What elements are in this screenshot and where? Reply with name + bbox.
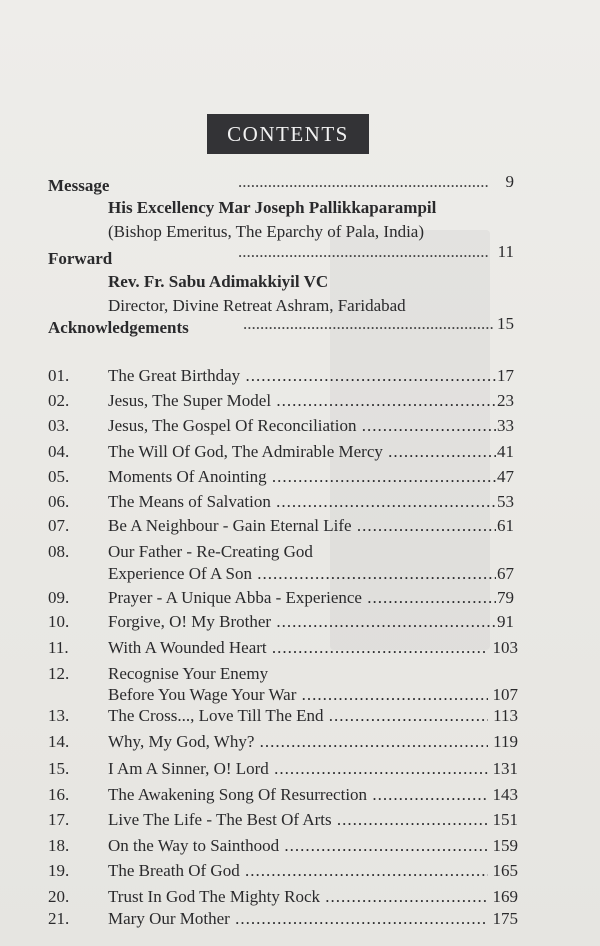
chapter-entry	[108, 514, 496, 538]
forward-author-role: Director, Divine Retreat Ashram, Faridabad	[108, 296, 406, 315]
chapter-page: 23	[497, 391, 514, 410]
chapter-title: The Breath Of God	[108, 861, 240, 880]
chapter-page: 91	[497, 612, 514, 631]
chapter-page: 151	[492, 810, 518, 829]
acknowledgements-page: 15	[497, 314, 514, 333]
chapter-number: 13.	[48, 706, 70, 725]
dot-leader	[324, 706, 489, 725]
dot-leader	[367, 785, 488, 804]
chapter-page: 175	[492, 909, 518, 928]
chapter-entry	[108, 490, 496, 514]
chapter-title: The Awakening Song Of Resurrection	[108, 785, 368, 804]
chapter-number: 05.	[48, 467, 70, 486]
chapter-entry	[108, 859, 488, 883]
chapter-entry	[108, 885, 488, 909]
chapter-title: Our Father - Re-Creating God	[108, 542, 313, 561]
chapter-number: 03.	[48, 416, 70, 435]
chapter-number: 20.	[48, 887, 70, 906]
chapter-title: Trust In God The Mighty Rock	[108, 887, 321, 906]
chapter-entry	[108, 907, 488, 931]
dot-leader	[352, 516, 496, 535]
dot-leader	[279, 836, 488, 855]
chapter-entry	[108, 730, 488, 754]
chapter-title: Live The Life - The Best Of Arts	[108, 810, 332, 829]
chapter-number: 07.	[48, 516, 70, 535]
chapter-number: 01.	[48, 366, 70, 385]
message-page: 9	[505, 172, 514, 191]
chapter-title: The Means of Salvation	[108, 492, 271, 511]
chapter-title: The Great Birthday	[108, 366, 241, 385]
message-author: His Excellency Mar Joseph Pallikkaparampil	[108, 198, 437, 217]
chapter-title: I Am A Sinner, O! Lord	[108, 759, 269, 778]
chapter-title: Be A Neighbour - Gain Eternal Life	[108, 516, 352, 535]
chapter-number: 06.	[48, 492, 70, 511]
chapter-entry	[108, 610, 496, 634]
chapter-page: 143	[492, 785, 518, 804]
chapter-page: 47	[497, 467, 514, 486]
chapter-number: 12.	[48, 664, 70, 683]
chapter-page: 33	[497, 416, 514, 435]
chapter-entry	[108, 562, 496, 586]
chapter-entry	[108, 414, 496, 438]
dot-leader	[357, 416, 496, 435]
chapter-entry	[108, 465, 496, 489]
dot-leader	[267, 638, 488, 657]
chapter-number: 18.	[48, 836, 70, 855]
chapter-number: 09.	[48, 588, 70, 607]
dot-leader	[320, 887, 488, 906]
chapter-entry	[108, 757, 488, 781]
acknowledgements-dots: ...........................................................	[243, 314, 494, 333]
chapter-title: Jesus, The Super Model	[108, 391, 272, 410]
chapter-entry	[108, 783, 488, 807]
chapter-title-continued: Before You Wage Your War	[108, 685, 297, 704]
message-label: Message	[48, 176, 110, 195]
chapter-page: 169	[492, 887, 518, 906]
dot-leader	[240, 366, 496, 385]
chapter-title-continued: Experience Of A Son	[108, 564, 252, 583]
chapter-entry	[108, 808, 488, 832]
chapter-page: 119	[493, 732, 518, 751]
dot-leader	[252, 564, 496, 583]
message-author-role: (Bishop Emeritus, The Eparchy of Pala, India)	[108, 222, 424, 241]
chapter-title: Recognise Your Enemy	[108, 664, 269, 683]
chapter-title: With A Wounded Heart	[108, 638, 267, 657]
chapter-number: 11.	[48, 638, 69, 657]
chapter-page: 103	[492, 638, 518, 657]
chapter-entry	[108, 704, 488, 728]
chapter-page: 159	[492, 836, 518, 855]
chapter-page: 165	[492, 861, 518, 880]
chapter-entry	[108, 834, 488, 858]
chapter-page: 107	[492, 685, 518, 704]
message-dots: ...........................................................	[238, 172, 489, 191]
chapter-number: 10.	[48, 612, 70, 631]
chapter-number: 21.	[48, 909, 70, 928]
forward-label: Forward	[48, 249, 113, 268]
chapter-page: 53	[497, 492, 514, 511]
chapter-page: 79	[497, 588, 514, 607]
dot-leader	[296, 685, 488, 704]
chapter-title: Prayer - A Unique Abba - Experience	[108, 588, 362, 607]
chapter-number: 08.	[48, 542, 70, 561]
forward-author: Rev. Fr. Sabu Adimakkiyil VC	[108, 272, 329, 291]
chapter-number: 04.	[48, 442, 70, 461]
chapter-title: Jesus, The Gospel Of Reconciliation	[108, 416, 357, 435]
dot-leader	[269, 759, 488, 778]
chapter-number: 19.	[48, 861, 70, 880]
dot-leader	[230, 909, 488, 928]
page-title: CONTENTS	[207, 114, 369, 154]
chapter-entry	[108, 440, 496, 464]
chapter-number: 17.	[48, 810, 70, 829]
chapter-number: 16.	[48, 785, 70, 804]
chapter-title: On the Way to Sainthood	[108, 836, 280, 855]
forward-page: 11	[497, 242, 514, 261]
chapter-page: 67	[497, 564, 514, 583]
dot-leader	[267, 467, 496, 486]
chapter-number: 15.	[48, 759, 70, 778]
dot-leader	[271, 391, 496, 410]
chapter-number: 14.	[48, 732, 70, 751]
dot-leader	[271, 492, 496, 511]
chapter-title: Mary Our Mother	[108, 909, 230, 928]
chapter-entry	[108, 389, 496, 413]
forward-dots: ...........................................................	[238, 242, 489, 261]
dot-leader	[271, 612, 496, 631]
chapter-title: The Will Of God, The Admirable Mercy	[108, 442, 383, 461]
dot-leader	[254, 732, 488, 751]
chapter-title: The Cross..., Love Till The End	[108, 706, 324, 725]
chapter-title: Moments Of Anointing	[108, 467, 267, 486]
dot-leader	[240, 861, 488, 880]
chapter-page: 131	[492, 759, 518, 778]
chapter-title: Why, My God, Why?	[108, 732, 255, 751]
chapter-number: 02.	[48, 391, 70, 410]
chapter-page: 41	[497, 442, 514, 461]
chapter-entry	[108, 586, 496, 610]
dot-leader	[332, 810, 488, 829]
chapter-page: 17	[497, 366, 514, 385]
acknowledgements-label: Acknowledgements	[48, 318, 189, 337]
dot-leader	[362, 588, 496, 607]
chapter-page: 61	[497, 516, 514, 535]
chapter-title: Forgive, O! My Brother	[108, 612, 272, 631]
chapter-entry	[108, 636, 488, 660]
chapter-page: 113	[493, 706, 518, 725]
chapter-entry	[108, 364, 496, 388]
